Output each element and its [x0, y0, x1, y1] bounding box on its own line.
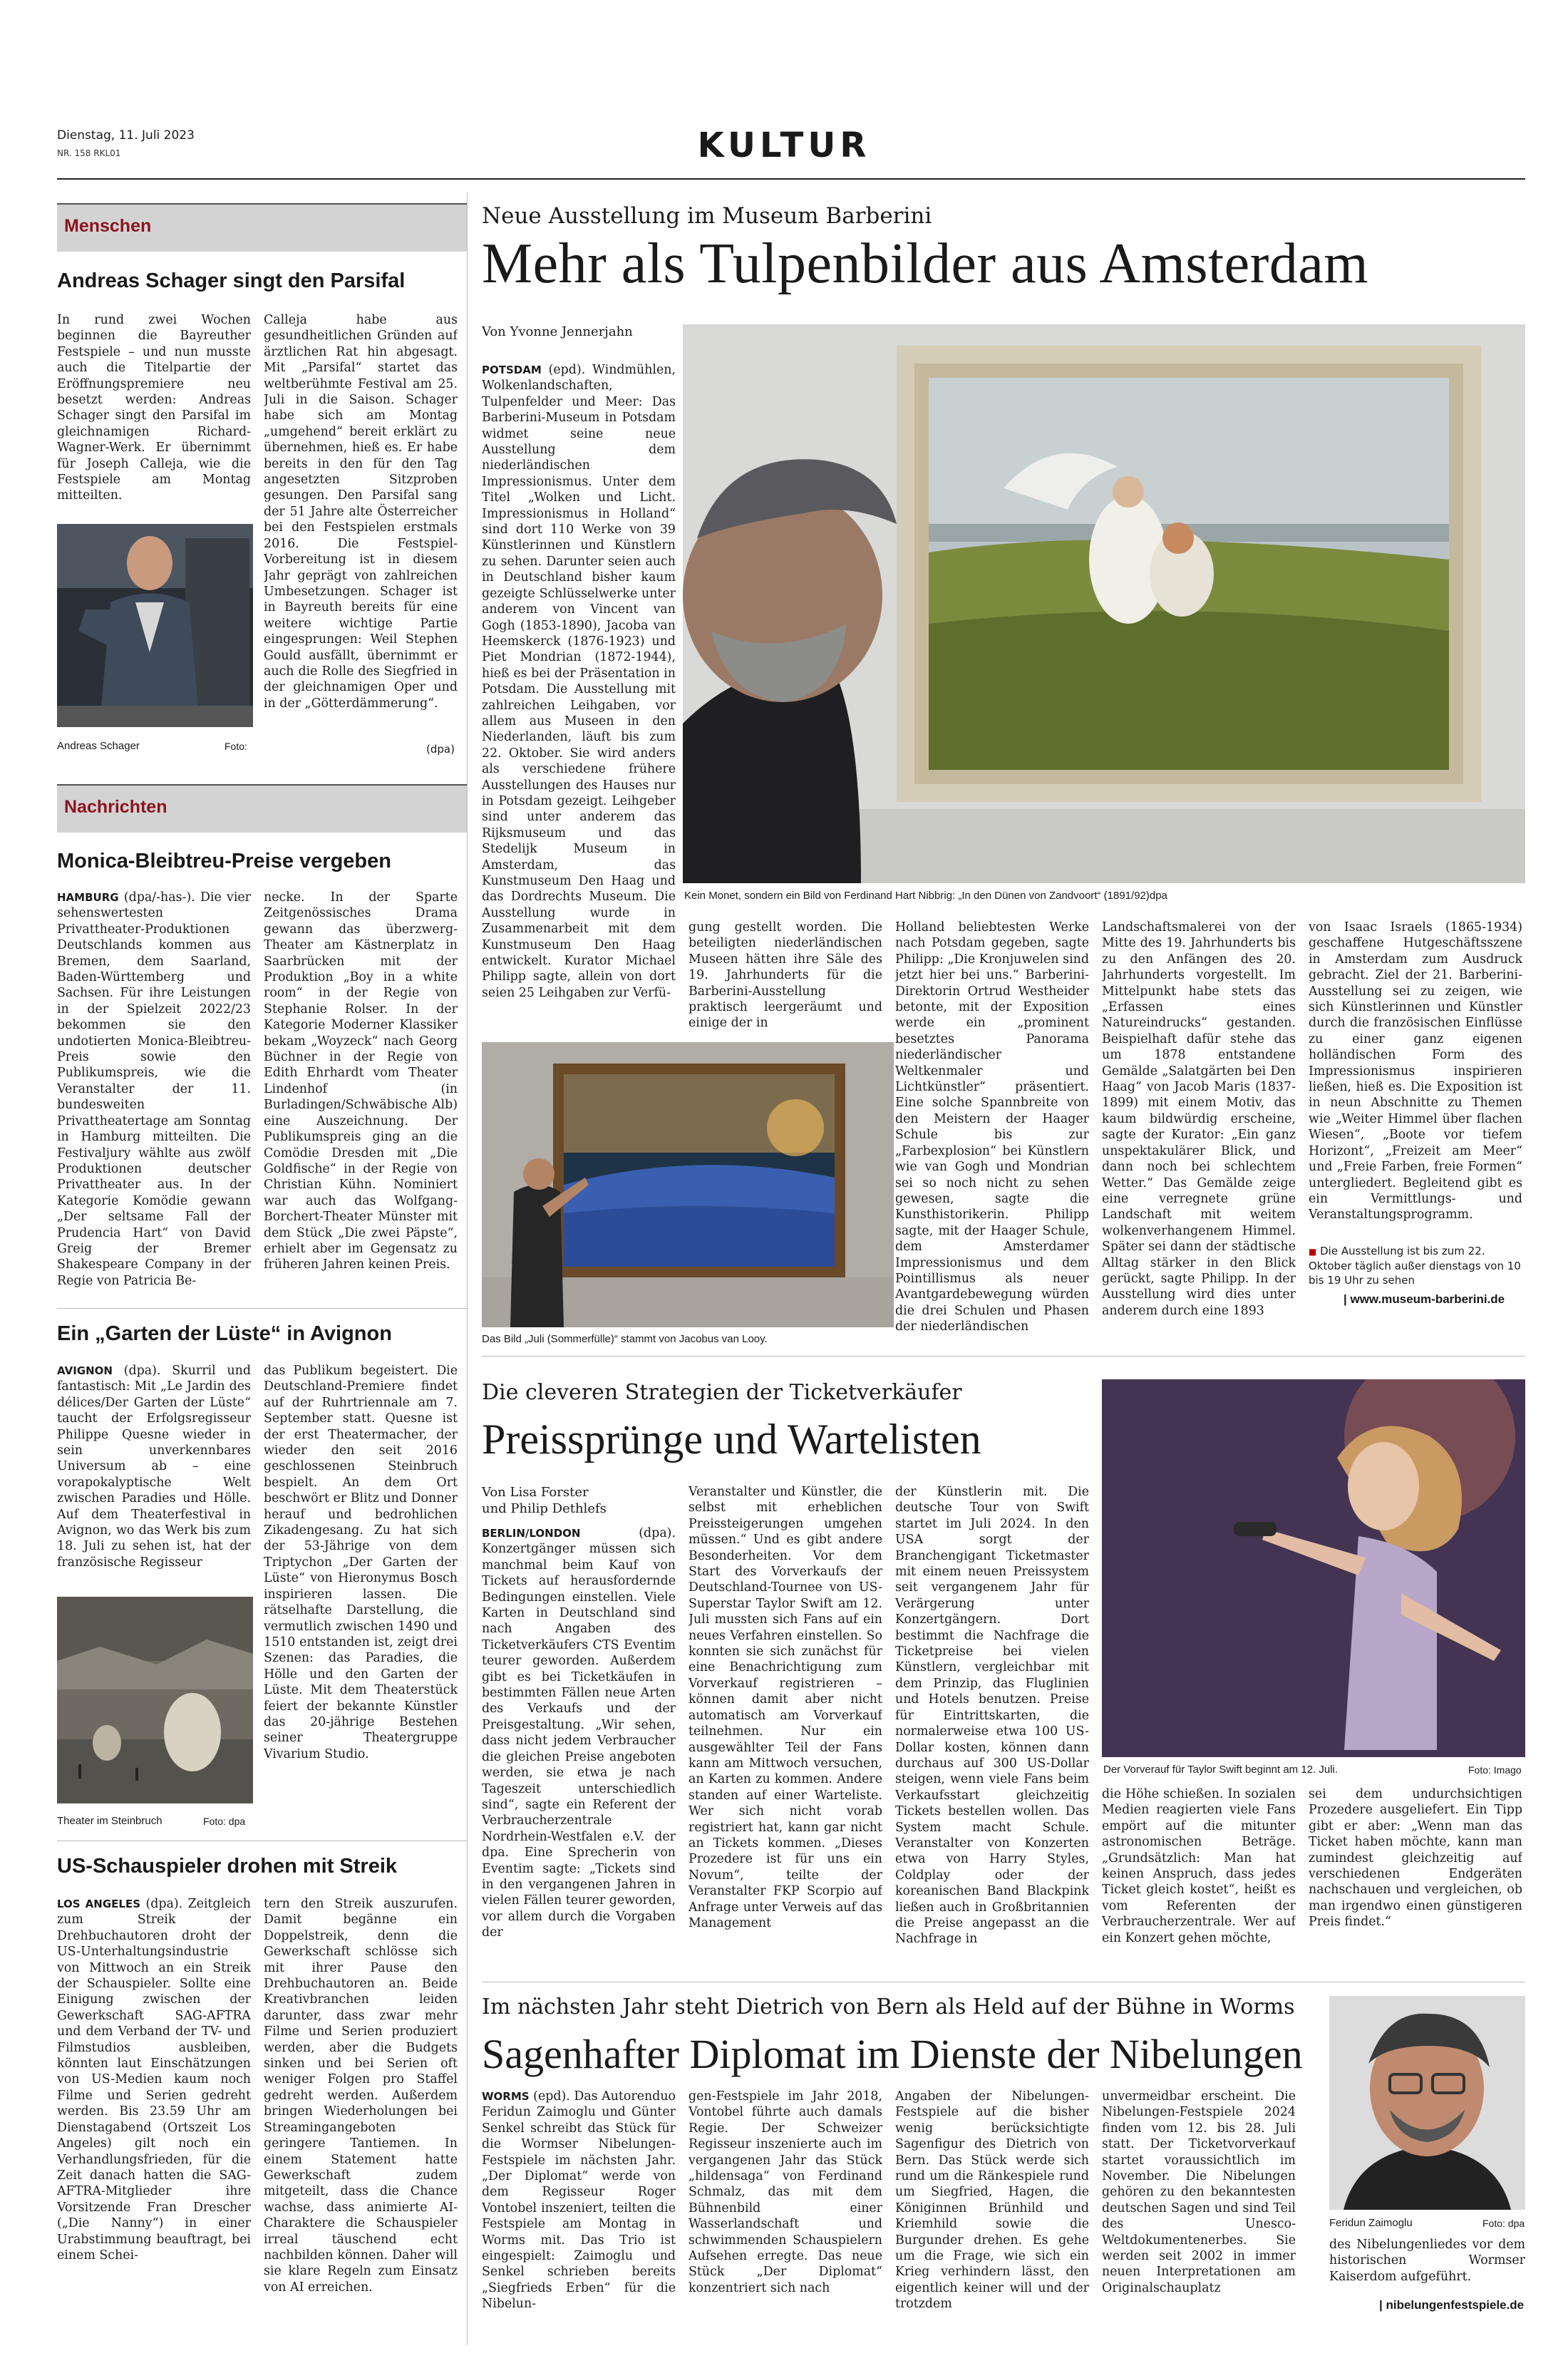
article1-photo1-caption: Kein Monet, sondern ein Bild von Ferdinand Hart Nibbrig: „In den Dünen von Zandvoort“ (1891/92)dpa [684, 890, 1167, 902]
article3-col1: (epd). Das Autorenduo Feridun Zaimoglu und Günter Senkel schreibt das Stück für die Wormser Nibelungen-Festspiele im nächsten Jahr. „Der Diplomat“ werde von dem Regisseur Roger Vontobel inszeniert, teilten die Festspiele am Montag in Worms mit. Das Trio ist eingespielt: Zaimoglu und Senkel schrieben bereits „Siegfrieds Erben“ für die Nibelun- [482, 2089, 676, 2312]
article2-col2: Veranstalter und Künstler, die selbst mit erheblichen Preissteigerungen umgehen müssen.“ Und es gibt andere Besonderheiten. Vor dem Start des Vorverkaufs der Deutschland-Tournee von US-Superstar Taylor Swift am 12. Juli mussten sich Fans auf ein neues Verfahren einstellen. So konnten sie sich zunächst für eine Benachrichtigung zum Vorverkauf registrieren – können damit aber nicht automatisch am Vorverkauf teilnehmen. Nur ein ausgewählter Teil der Fans kann am Mittwoch versuchen, an Karten zu kommen. Andere standen auf einer Warteliste. Wer sich nicht vorab registriert hat, kann gar nicht an Tickets kommen. „Dieses Prozedere ist für uns ein Novum“, teilte der Veranstalter FKP Scorpio auf Anfrage unter Verweis auf das Management [688, 1485, 882, 1930]
nachrichten-item1-title: Monica-Bleibtreu-Preise vergeben [57, 850, 391, 873]
article1-col1: (epd). Windmühlen, Wolkenlandschaften, Tulpenfelder und Meer: Das Barberini-Museum in Potsdam widmet seine neue Ausstellung dem niederländischen Impressionismus. Unter dem Titel „Wolken und Licht. Impressionismus in Holland“ sind dort 110 Werke von 39 Künstlerinnen und Künstlern zu sehen. Darunter seien auch in Deutschland bisher kaum gezeigte Schlüsselwerke unter anderem von Vincent van Gogh (1853-1890), Jacoba van Heemskerck (1876-1923) und Piet Mondrian (1872-1944), hieß es bei der Präsentation in Potsdam. Die Ausstellung mit zahlreichen Leihgaben, vor allem aus Museen in den Niederlanden, läuft bis zum 22. Oktober. Sie wird anders als verschiedene frühere Ausstellungen des Hauses nur in Potsdam gezeigt. Leihgeber sind unter anderem das Rijksmuseum und das Stedelijk Museum in Amsterdam, das Kunstmuseum Den Haag und das Dordrechts Museum. Die Ausstellung wurde in Zusammenarbeit mit dem Kunstmuseum Den Haag entwickelt. Kurator Michael Philipp sagte, allein von dort seien 25 Leihgaben zur Verfü- [482, 363, 676, 1000]
article3-url-text[interactable]: nibelungenfestspiele.de [1386, 2298, 1525, 2312]
article3-photo [1329, 1996, 1525, 2210]
article1-photo2-caption: Das Bild „Juli (Sommerfülle)“ stammt von Jacobus van Looy. [482, 1333, 768, 1345]
article1-info [1309, 1244, 1522, 1287]
article2-byline2: und Philip Dethlefs [482, 1501, 607, 1516]
menschen-photo-credit: Foto: [225, 741, 247, 752]
nachrichten-item2-dateline: AVIGNON [57, 1364, 113, 1377]
menschen-title: Andreas Schager singt den Parsifal [57, 269, 406, 292]
avignon-photo [57, 1597, 253, 1803]
article1-col5: von Isaac Israels (1865-1934) geschaffene Hutgeschäftsszene in Amsterdam zum Ausdruck gebracht. Ziel der 21. Barberini-Ausstellung sei zu zeigen, wie sich Künstlerinnen und Künstler durch die französischen Einflüsse zu einer ganz eigenen holländischen Form des Impressionismus inspirieren ließen, hieß es. Die Exposition ist in neun Abschnitte zu Themen wie „Weiter Himmel über flachen Wiesen“, „Boote vor tiefem Horizont“, „Freizeit am Meer“ und „Freie Farben, freie Formen“ untergliedert. Begleitend gibt es ein Vermittlungs- und Veranstaltungsprogramm. [1309, 920, 1522, 1223]
article1-dateline: POTSDAM [482, 364, 542, 376]
article2-col1: (dpa). Konzertgänger müssen sich manchmal beim Kauf von Tickets auf herausfordernde Bedingungen einstellen. Viele Karten in Deutschland sind nach Angaben des Ticketverkäufers CTS Eventim teurer geworden. Außerdem gibt es bei Ticketkäufen in bestimmten Fällen neue Arten des Verkaufs und der Preisgestaltung. „Wir sehen, dass nicht jedem Verbraucher die gleichen Preise angeboten werden, sie etwa je nach Tageszeit unterschiedlich sind“, sagte ein Referent der Verbraucherzentrale Nordrhein-Westfalen e.V. der dpa. Eine Sprecherin von Eventim sagte: „Tickets sind in den vergangenen Jahren in vielen Fällen teurer geworden, vor allem durch die Vorgaben der [482, 1526, 676, 1940]
article1-url[interactable]: | www.museum-barberini.de [1343, 1292, 1505, 1306]
article3-url[interactable]: | nibelungenfestspiele.de [1379, 2298, 1525, 2312]
article1-info-text: Die Ausstellung ist bis zum 22. Oktober täglich außer dienstags von 10 bis 19 Uhr zu sehen [1309, 1245, 1521, 1287]
nachrichten-label: Nachrichten [64, 797, 167, 817]
article3-dateline: WORMS [482, 2090, 530, 2103]
article1-col4: Landschaftsmalerei von der Mitte des 19. Jahrhunderts bis zu den Anfängen des 20. Jahrhunderts vorgestellt. Im Mittelpunkt habe stets das „Erfassen eines Natureindrucks“ gestanden. Beispielhaft dafür stehe das um 1878 entstandene Gemälde „Salatgärten bei Den Haag“ von Jacob Maris (1837-1899) mit einem Motiv, das kaum bildwürdig erscheine, sagte der Kurator: „Ein ganz unspektakulärer Blick, und dann noch bei schlechtem Wetter.“ Das Gemälde zeige eine verregnete grüne Landschaft mit weitem wolkenverhangenem Himmel. Später sei dann der städtische Alltag stärker in den Blick gerückt, sagte Philipp. In der Ausstellung wird dies unter anderem durch eine 1893 [1102, 920, 1296, 1318]
column-divider [467, 192, 468, 2345]
menschen-photo [57, 524, 253, 727]
nachrichten-item1-col2: necke. In der Sparte Zeitgenössisches Drama gewann das überzwerg-Theater am Kästnerplatz in Saarbrücken mit der Produktion „Boy in a white room“ in der Regie von Stephanie Rolser. In der Kategorie Moderner Klassiker bekam „Woyzeck“ nach Georg Büchner in der Regie von Edith Ehrhardt vom Theater Lindenhof (in Burladingen/Schwäbische Alb) eine Auszeichnung. Der Publikumspreis ging an die Comödie Dresden mit „Die Goldfische“ in der Regie von Christian Kühn. Nominiert war auch das Wolfgang-Borchert-Theater Münster mit dem Stück „Die zwei Päpste“, erhielt aber im Gegensatz zu früheren Jahren keinen Preis. [264, 890, 458, 1272]
nachrichten-item3-dateline: LOS ANGELES [57, 1898, 141, 1910]
article2-photo [1102, 1379, 1525, 1757]
nachrichten-item2-col2: das Publikum begeistert. Die Deutschland-Premiere findet auf der Ruhrtriennale am 7. September statt. Quesne ist der erst Theatermacher, der wieder den seit 2016 geschlossenen Steinbruch bespielt. An dem Ort beschwört er Blitz und Donner herauf und bedrohlichen Zikadengesang. Zu hat sich der 53-Jährige von dem Triptychon „Der Garten der Lüste“ von Hieronymus Bosch inspirieren lassen. Die rätselhafte Darstellung, die vermutlich zwischen 1490 und 1510 entstanden ist, zeigt drei Szenen: das Paradies, die Hölle und den Garten der Lüste. Mit dem Theaterstück feiert der bekannte Künstler das 20-jährige Bestehen seiner Theatergruppe Vivarium Studio. [264, 1364, 458, 1761]
article3-col3: Angaben der Nibelungen-Festspiele auf die bisher wenig berücksichtigte Sagenfigur des Dietrich von Bern. Das Stück werde sich rund um die Ränkespiele rund um Siegfried, Hagen, die Königinnen Brünhild und Kriemhild sowie die Burgunder drehen. Es gehe um die Frage, wie sich ein Krieg verhindern lässt, den eigentlich keiner will und der trotzdem [895, 2089, 1089, 2312]
menschen-photo-caption: Andreas Schager [57, 740, 140, 752]
nachrichten-item1-dateline: HAMBURG [57, 891, 119, 904]
nachrichten-item3-col1: (dpa). Zeitgleich zum Streik der Drehbuchautoren droht der US-Unterhaltungsindustrie von Mittwoch an ein Streik der Schauspieler. Sollte eine Einigung zwischen der Gewerkschaft SAG-AFTRA und dem Verband der TV- und Filmstudios ausbleiben, könnten laut Einschätzungen von US-Medien kaum noch Filme und Serien gedreht werden. Bis 23.59 Uhr am Dienstagabend (Ortszeit Los Angeles) gilt noch ein Verhandlungsfrieden, für die Zeit danach hatten die SAG-AFTRA-Mitglieder ihre Vorsitzende Fran Drescher („Die Nanny“) in einer Urabstimmung beauftragt, bei einem Schei- [57, 1897, 251, 2263]
article2-col5: sei dem undurchsichtigen Prozedere ausgeliefert. Ein Tipp gibt er aber: „Wenn man das Ticket haben möchte, kann man zumindest gleichzeitig auf verschiedenen Endgeräten nachschauen und vergleichen, ob man irgendwo einen günstigeren Preis findet.“ [1309, 1787, 1522, 1930]
article2-byline1: Von Lisa Forster [482, 1485, 589, 1500]
issue-number: NR. 158 RKL01 [57, 148, 121, 158]
article1-photo2 [482, 1042, 894, 1327]
article1-headline: Mehr als Tulpenbilder aus Amsterdam [482, 232, 1369, 295]
article1-byline: Von Yvonne Jennerjahn [482, 324, 633, 339]
menschen-col2: Calleja habe aus gesundheitlichen Gründen auf ärztlichen Rat hin abgesagt. Mit „Parsifal“ startet das weltberühmte Festival am 25. Juli in die Saison. Schager habe sich am Montag „umgehend“ bereit erklärt zu übernehmen, hieß es. Er habe bereits in den für den Tag angesetzten Sitzproben gesungen. Den Parsifal sang der 51 Jahre alte Österreicher bei den Festspielen erstmals 2016. Die Festspiel-Vorbereitung ist in diesem Jahr geprägt von zahlreichen Umbesetzungen. Schager ist in Bayreuth bereits für eine weitere wichtige Partie eingesprungen: Weil Stephen Gould ausfällt, übernimmt er auch die Rolle des Siegfried in der gleichnamigen Oper und in der „Götterdämmerung“. [264, 313, 458, 711]
article3-photo-credit: Foto: dpa [1482, 2218, 1525, 2229]
article2-byline [482, 1484, 607, 1517]
nachrichten-item3-col2: tern den Streik auszurufen. Damit begänne ein Doppelstreik, denn die Gewerkschaft schlösse sich mit ihrer Pause den Drehbuchautoren an. Beide Kreativbranchen leiden darunter, dass zwar mehr Filme und Serien produziert werden, aber die Budgets sinken und bei Serien oft weniger Folgen pro Staffel gedreht werden. Außerdem bringen Wiederholungen bei Streamingangeboten geringere Tantiemen. In einem Statement hatte Gewerkschaft zudem mitgeteilt, dass die Chance wachse, dass animierte AI-Charaktere die Schauspieler irreal täuschend echt nachbilden können. Daher will sie klare Regeln zum Einsatz von AI erreichen. [264, 1897, 458, 2295]
article2-headline: Preissprünge und Wartelisten [482, 1416, 981, 1463]
section-title: KULTUR [697, 125, 871, 165]
article3-col2: gen-Festspiele im Jahr 2018, Vontobel führte auch damals Regie. Der Schweizer Regisseur inszenierte auch im vergangenen Jahr das Stück „hildensaga“ von Ferdinand Schmalz, das mit dem Bühnenbild einer Wasserlandschaft und schwimmenden Schauspielern Aufsehen erregte. Das neue Stück „Der Diplomat“ konzentriert sich nach [688, 2089, 882, 2295]
article3-kicker: Im nächsten Jahr steht Dietrich von Bern als Held auf der Bühne in Worms [482, 1994, 1295, 2019]
nachrichten-item3-title: US-Schauspieler drohen mit Streik [57, 1855, 398, 1878]
nachrichten-item2-title: Ein „Garten der Lüste“ in Avignon [57, 1322, 392, 1345]
header-rule [57, 178, 1525, 180]
avignon-photo-credit: Foto: dpa [203, 1816, 246, 1827]
article3-headline: Sagenhafter Diplomat im Dienste der Nibelungen [482, 2031, 1303, 2077]
menschen-col1: In rund zwei Wochen beginnen die Bayreuther Festspiele – und nun musste auch die Titelpartie der Eröffnungspremiere neu besetzt werden: Andreas Schager singt den Parsifal im gleichnamigen Richard-Wagner-Werk. Er übernimmt für Joseph Calleja, wie die Festspiele am Montag mitteilten. [57, 313, 251, 503]
nachrichten-item1-col1: (dpa/-has-). Die vier sehenswertesten Privattheater-Produktionen Deutschlands kommen aus Bremen, dem Saarland, Baden-Württemberg und Sachsen. Für ihre Leistungen in der Spielzeit 2022/23 bekommen sie den undotierten Monica-Bleibtreu-Preis sowie den Publikumspreis, wie die Veranstalter der 11. bundesweiten Privattheatertage am Sonntag in Hamburg mitteilten. Die Festivaljury wählte aus zwölf Produktionen deutscher Privattheater aus. In der Kategorie Komödie gewann „Der seltsame Fall der Prudencia Hart“ von David Greig der Bremer Shakespeare Company in der Regie von Patricia Be- [57, 890, 251, 1288]
article1-url-text[interactable]: www.museum-barberini.de [1350, 1292, 1505, 1306]
nachrichten-item2-col1: (dpa). Skurril und fantastisch: Mit „Le Jardin des délices/Der Garten der Lüste“ taucht der Erfolgsregisseur Philippe Quesne wieder in sein unverkennbares Universum ab – eine vorapokalyptische Welt zwischen Paradies und Hölle. Auf dem Theaterfestival in Avignon, wo das Werk bis zum 18. Juli zu sehen ist, hat der französische Regisseur [57, 1364, 251, 1570]
article1-col3: Holland beliebtesten Werke nach Potsdam gegeben, sagte Philipp: „Die Kronjuwelen sind jetzt hier bei uns.“ Barberini-Direktorin Ortrud Westheider betonte, mit der Exposition werde ein „prominent besetztes Panorama niederländischer Weltkenmaler und Lichtkünstler“ präsentiert. Eine solche Spannbreite von den Meistern der Haager Schule bis zur „Farbexplosion“ bei Künstlern wie van Gogh und Mondrian sei so noch nicht zu sehen gewesen, sagte die Kunsthistorikerin. Philipp sagte, mit der Haager Schule, dem Amsterdamer Impressionismus und dem Pointillismus als neuer Avantgardebewegung würden die drei Schulen und Phasen der niederländischen [895, 920, 1089, 1334]
nachrichten-section-bar [57, 784, 467, 833]
menschen-label: Menschen [64, 216, 152, 236]
info-square-icon: ■ [1309, 1247, 1317, 1257]
article2-dateline: BERLIN/LONDON [482, 1527, 581, 1540]
article3-col4: unvermeidbar erscheint. Die Nibelungen-Festspiele 2024 finden vom 12. bis 28. Juli statt. Der Ticketvorverkauf startet voraussichtlich im November. Die Nibelungen gehören zu den bekanntesten deutschen Sagen und sind Teil des Unesco-Weltdokumentenerbes. Sie werden seit 2002 in immer neuen Interpretationen am Originalschauplatz [1102, 2089, 1296, 2295]
issue-date: Dienstag, 11. Juli 2023 [57, 128, 195, 143]
avignon-photo-caption: Theater im Steinbruch [57, 1815, 163, 1827]
article2-photo-caption: Der Vorverauf für Taylor Swift beginnt am 12. Juli. [1103, 1764, 1339, 1776]
article2-col4: die Höhe schießen. In sozialen Medien reagierten viele Fans empört auf die mitunter astronomischen Beträge. „Grundsätzlich: Man hat keinen Anspruch, dass jedes Ticket gleich kostet“, heißt es vom Referenten der Verbraucherzentrale. Wer auf ein Konzert gehen möchte, [1102, 1787, 1296, 1945]
article1-main-photo [683, 324, 1525, 883]
article2-photo-credit: Foto: Imago [1468, 1764, 1522, 1776]
divider [57, 1308, 467, 1309]
article3-photo-caption: Feridun Zaimoglu [1329, 2217, 1413, 2229]
article2-kicker: Die cleveren Strategien der Ticketverkäufer [482, 1380, 962, 1405]
menschen-credit: (dpa) [426, 743, 455, 756]
menschen-section-bar [57, 203, 467, 252]
article1-col2: gung gestellt worden. Die beteiligten niederländischen Museen hätten ihre Säle des 19. Jahrhunderts für die Barberini-Ausstellung praktisch leergeräumt und einige der in [688, 920, 882, 1031]
article2-col3: der Künstlerin mit. Die deutsche Tour von Swift startet im Juli 2024. In den USA sorgt der Branchengigant Ticketmaster mit einem neuen Preissystem seit vergangenem Jahr für Verärgerung unter Konzertgängern. Dort bestimmt die Nachfrage die Ticketpreise bei vielen Künstlern, vergleichbar mit dem Prinzip, das Fluglinien und Hotels benutzen. Preise für Eintrittskarten, die normalerweise etwa 100 US-Dollar kosten, können dann durchaus auf 300 US-Dollar steigen, wenn viele Fans beim Verkaufsstart gleichzeitig Tickets bestellen wollen. Das System macht Schule. Veranstalter von Konzerten etwa von Harry Styles, Coldplay oder der koreanischen Band Blackpink ließen auch in Großbritannien die Preise angepasst an die Nachfrage in [895, 1485, 1089, 1947]
article3-col5: des Nibelungenliedes vor dem historischen Wormser Kaiserdom aufgeführt. [1329, 2238, 1525, 2284]
divider [482, 1356, 1525, 1357]
article1-kicker: Neue Ausstellung im Museum Barberini [482, 203, 932, 229]
